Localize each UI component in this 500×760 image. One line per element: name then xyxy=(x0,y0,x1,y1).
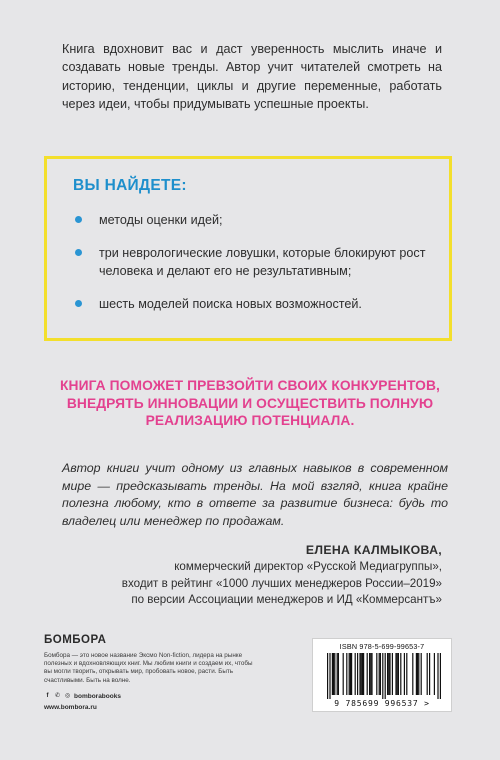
review-quote: Автор книги учит одному из главных навыков в современном мире — предсказывать тренды. На мой взгляд, книга крайне полезна любому, кто в ответе за развитие бизнеса: будь то владелец или менеджер по продажам. xyxy=(62,461,448,528)
barcode-bar xyxy=(385,653,386,699)
barcode-bar xyxy=(332,653,333,695)
list-item-text: три неврологические ловушки, которые блокируют рост человека и делают его не результативным; xyxy=(99,246,426,278)
bullet-icon xyxy=(75,249,82,256)
barcode-bar xyxy=(351,653,352,695)
barcode-bar xyxy=(363,653,364,695)
barcode-bars xyxy=(319,653,445,699)
bullet-icon xyxy=(75,300,82,307)
barcode-bar xyxy=(379,653,380,695)
barcode-bar xyxy=(389,653,390,695)
barcode-bar xyxy=(427,653,428,695)
barcode-bar xyxy=(369,653,370,695)
barcode-bar xyxy=(416,653,417,695)
facebook-icon[interactable]: f xyxy=(46,692,49,699)
barcode-bar xyxy=(412,653,413,695)
publisher-block xyxy=(44,634,254,711)
barcode-bar xyxy=(361,653,362,695)
author-title-line: входит в рейтинг «1000 лучших менеджеров России–2019» xyxy=(121,576,442,590)
barcode-bar xyxy=(429,653,430,695)
barcode-bar xyxy=(397,653,398,695)
barcode-bar xyxy=(417,653,418,695)
barcode-bar xyxy=(370,653,371,695)
barcode-bar xyxy=(404,653,405,695)
barcode-bar xyxy=(355,653,356,695)
find-box xyxy=(44,156,452,341)
intro-paragraph: Книга вдохновит вас и даст уверенность мыслить иначе и создавать новые тренды. Автор учит читателей смотреть на историю, тенденции, циклы и другие переменные, работать через идеи, чтобы придумывать успешные проекты. xyxy=(62,42,442,112)
list-item xyxy=(71,244,429,280)
publisher-website[interactable]: www.bombora.ru xyxy=(44,703,97,711)
publisher-logo: БОМБОРА xyxy=(44,634,107,646)
isbn-label: ISBN 978-5-699-99653-7 xyxy=(339,642,425,651)
barcode-bar xyxy=(346,653,347,695)
barcode-bar xyxy=(327,653,328,699)
instagram-icon[interactable]: ◎ xyxy=(64,692,71,699)
barcode-bar xyxy=(387,653,388,695)
author-name: ЕЛЕНА КАЛМЫКОВА, xyxy=(305,543,442,557)
barcode-bar xyxy=(337,653,338,695)
find-list xyxy=(71,211,429,313)
barcode-bar xyxy=(440,653,441,699)
bullet-icon xyxy=(75,216,82,223)
list-item xyxy=(71,211,429,229)
barcode-bar xyxy=(388,653,389,695)
author-title-line: коммерческий директор «Русской Медиагруппы», xyxy=(174,560,442,574)
barcode-bar xyxy=(333,653,334,695)
highlight-statement: КНИГА ПОМОЖЕТ ПРЕВЗОЙТИ СВОИХ КОНКУРЕНТОВ, ВНЕДРЯТЬ ИННОВАЦИИ И ОСУЩЕСТВИТЬ ПОЛНУЮ РЕАЛИЗАЦИЮ ПОТЕНЦИАЛА. xyxy=(60,378,440,429)
list-item-text: шесть моделей поиска новых возможностей. xyxy=(99,297,362,311)
barcode-bar xyxy=(406,653,407,695)
barcode-bar xyxy=(362,653,363,695)
barcode-bar xyxy=(349,653,350,695)
barcode-bar xyxy=(367,653,368,695)
barcode-bar xyxy=(434,653,435,695)
barcode-bar xyxy=(357,653,358,695)
barcode-bar xyxy=(418,653,419,695)
barcode-bar xyxy=(376,653,377,695)
barcode-bar xyxy=(395,653,396,695)
publisher-social xyxy=(44,693,254,700)
barcode-bar xyxy=(343,653,344,695)
find-box-title: ВЫ НАЙДЕТЕ: xyxy=(73,177,187,194)
barcode-bar xyxy=(371,653,372,695)
barcode-bar xyxy=(350,653,351,695)
barcode-bar xyxy=(382,653,383,699)
social-handle[interactable]: bomborabooks xyxy=(74,692,121,700)
barcode-bar xyxy=(392,653,393,695)
barcode-bar xyxy=(334,653,335,695)
barcode-box xyxy=(312,638,452,712)
list-item-text: методы оценки идей; xyxy=(99,213,223,227)
publisher-description: Бомбора — это новое название Эксмо Non-fiction, лидера на рынке полезных и вдохновляющих книг. Мы любим книги и создаем их, чтобы вы могли творить, открывать мир, пробовать новое, расти. Быть счастливыми. Быть на волне. xyxy=(44,652,253,684)
barcode-bar xyxy=(359,653,360,695)
list-item xyxy=(71,295,429,313)
barcode-bar xyxy=(400,653,401,695)
barcode-bar xyxy=(338,653,339,695)
barcode-number: 9 785699 996537 > xyxy=(334,699,430,708)
barcode-bar xyxy=(380,653,381,695)
author-title-line: по версии Ассоциации менеджеров и ИД «Коммерсантъ» xyxy=(131,593,442,607)
review-author xyxy=(52,542,442,609)
barcode-bar xyxy=(437,653,438,699)
vk-icon[interactable]: ✆ xyxy=(54,692,61,699)
barcode-bar xyxy=(421,653,422,695)
barcode-bar xyxy=(398,653,399,695)
barcode-bar xyxy=(329,653,330,699)
